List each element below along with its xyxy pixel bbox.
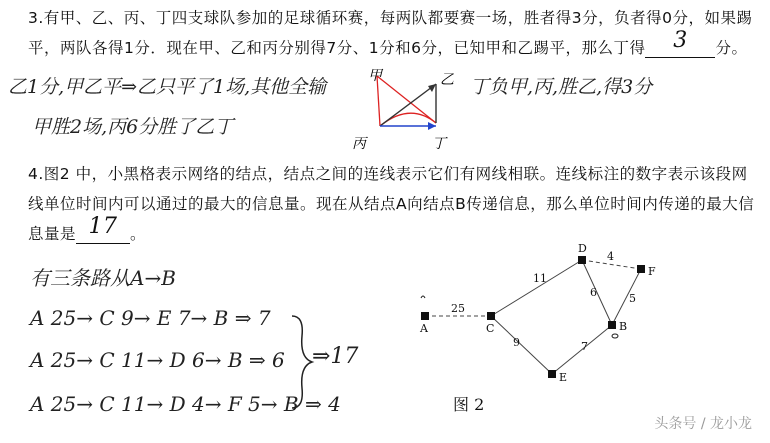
figure-caption: 图 2 <box>453 395 485 414</box>
q4-line3-pre: 息量是 <box>28 225 77 243</box>
node-f-label: F <box>648 265 656 278</box>
node-f-square <box>637 265 645 273</box>
q4-answer: 17 <box>88 214 118 239</box>
node-c-square <box>487 312 495 320</box>
q3-node-ding: 丁 <box>432 136 446 152</box>
watermark: 头条号 / 龙小龙 <box>654 416 752 432</box>
q4-line3 <box>28 214 147 244</box>
weight-db: 6 <box>590 286 597 299</box>
work-total: ⇒17 <box>312 344 359 369</box>
q3-tournament-graph <box>340 62 470 152</box>
weight-ac: 25 <box>451 302 465 315</box>
node-a-square <box>421 312 429 320</box>
network-figure <box>405 238 665 418</box>
node-c-label: C <box>486 322 495 335</box>
q3-note-line2: 甲胜2场,丙6分胜了乙丁 <box>32 116 234 138</box>
node-b-square <box>608 321 616 329</box>
q4-line3-post: 。 <box>130 225 147 243</box>
q3-line2-pre: 平，两队各得1分．现在甲、乙和丙分别得7分、1分和6分，已知甲和乙踢平，那么丁得 <box>28 39 646 57</box>
q3-note-line1: 乙1分,甲乙平⇒乙只平了1场,其他全输 <box>8 76 327 98</box>
node-e-label: E <box>559 371 568 384</box>
q3-line2-post: 分。 <box>715 39 748 57</box>
node-d-label: D <box>578 242 587 255</box>
work-path2: A 25→ C 11→ D 6→ B ⇒ 6 <box>30 348 285 372</box>
q3-line1: 3.有甲、乙、丙、丁四支球队参加的足球循环赛，每两队都要赛一场，胜者得3分，负者得0分，如果踢 <box>28 9 753 27</box>
node-d-square <box>578 256 586 264</box>
node-a-label: A <box>420 322 428 335</box>
q3-node-jia: 甲 <box>368 68 382 84</box>
weight-ce: 9 <box>513 336 520 349</box>
work-path1: A 25→ C 9→ E 7→ B ⇒ 7 <box>30 306 271 330</box>
weight-df: 4 <box>607 250 614 263</box>
work-title: 有三条路从A→B <box>30 266 176 290</box>
weight-fb: 5 <box>629 292 636 305</box>
q3-answer: 3 <box>673 28 688 53</box>
q3-node-bing: 丙 <box>352 136 366 152</box>
q4-line1: 4.图2 中，小黑格表示网络的结点，结点之间的连线表示它们有网线相联。连线标注的数字表示该段网 <box>28 165 748 183</box>
weight-cd: 11 <box>533 272 547 285</box>
work-path3: A 25→ C 11→ D 4→ F 5→ B ⇒ 4 <box>30 392 341 416</box>
q3-line2 <box>28 28 748 58</box>
q4-answer-blank <box>76 214 130 244</box>
q4-line2: 线单位时间内可以通过的最大的信息量。现在从结点A向结点B传递信息，那么单位时间内传递的最大信 <box>28 195 755 213</box>
node-b-label: B <box>619 320 628 333</box>
q3-node-yi: 乙 <box>440 72 454 88</box>
q3-note-right: 丁负甲,丙,胜乙,得3分 <box>470 76 653 98</box>
q3-answer-blank <box>645 28 715 58</box>
weight-eb: 7 <box>581 340 588 353</box>
node-e-square <box>548 370 556 378</box>
